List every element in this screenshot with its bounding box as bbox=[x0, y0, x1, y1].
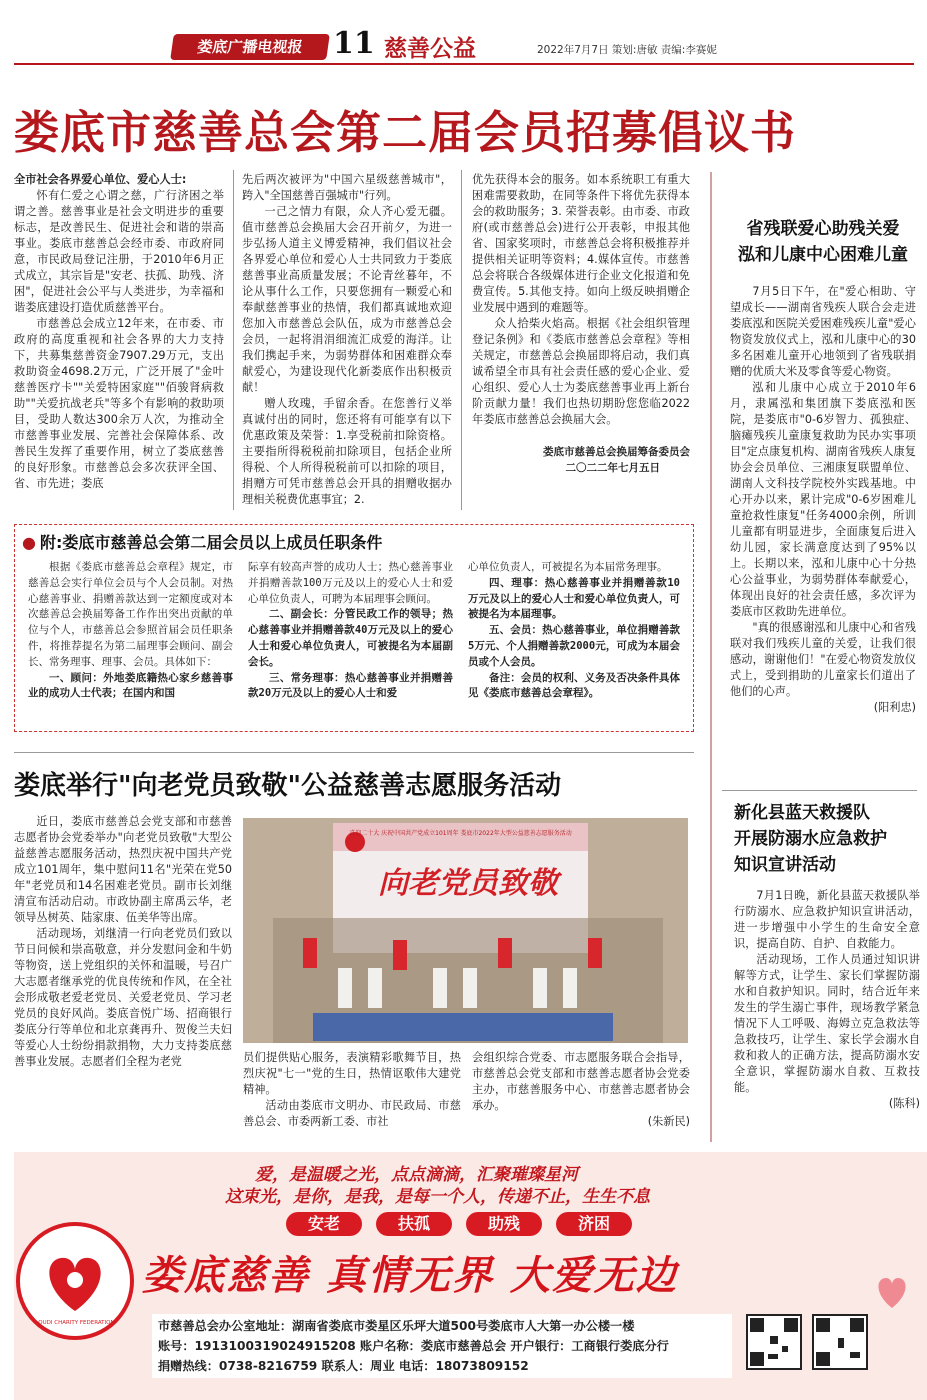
paragraph: 活动现场，工作人员通过知识讲解等方式，让学生、家长们掌握防溺水和自救护知识。同时，结合近年来发生的学生溺亡事件，现场教学紧急情况下人工呼吸、海姆立克急救法等急救技巧，让学生、家长学会溺水自救和救人的正确方法，提高防溺水安全意识，掌握防溺水自救、互救技能。 bbox=[734, 953, 920, 1094]
appendix-title bbox=[22, 530, 382, 553]
byline: (阳利忠) bbox=[873, 701, 916, 714]
qr-code-icon bbox=[812, 1314, 868, 1370]
sidebar-story-1 bbox=[730, 216, 916, 716]
appendix-col-1 bbox=[28, 560, 233, 702]
sidebar-story-2 bbox=[734, 800, 920, 1112]
story2-headline: 娄底举行"向老党员致敬"公益慈善志愿服务活动 bbox=[14, 771, 562, 801]
paragraph: 活动现场，刘继清一行向老党员们致以节日问候和崇高敬意，并分发慰问金和牛奶等物资，送上党组织的关怀和温暖，号召广大志愿者继承党的优良传统和作风，在全社会形成敬老爱老党员、关爱老党员、学习老党员的良好风尚。娄底音悦广场、招商银行娄底分行等单位和北京龚再升、贺俊兰夫妇等爱心人士纷纷捐款捐物，大力支持娄底慈善事业发展。志愿者们全程为老党 bbox=[14, 927, 232, 1068]
paragraph: 一己之情力有限，众人齐心爱无疆。值市慈善总会换届大会召开前夕，为进一步弘扬人道主义博爱精神，我们倡议社会各界爱心单位和爱心人士共同致力于娄底慈善事业高质量发展；不论青丝暮年，不论从事什么工作，只要您拥有一颗爱心和奉献慈善事业的热情，我们都真诚地欢迎您加入市慈善总会队伍，成为市慈善总会会员，一起将涓涓细流汇成爱的海洋。让我们携起手来，为弱势群体和困难群众奉献爱心，为建设现代化新娄底作出积极贡献！ bbox=[242, 205, 452, 394]
issue-meta: 2022年7月7日 策划:唐敏 责编:李赛妮 bbox=[537, 44, 717, 56]
story2-col-1 bbox=[14, 814, 232, 1070]
main-col-2 bbox=[242, 172, 452, 508]
column-divider bbox=[233, 170, 234, 510]
event-photo bbox=[243, 818, 688, 1043]
appendix-text: 一、顾问：外地娄底籍热心家乡慈善事业的成功人士代表；在国内和国 bbox=[28, 671, 233, 700]
ad-line-2: 这束光，是你，是我，是每一个人，传递不止，生生不息 bbox=[225, 1187, 650, 1207]
section-divider bbox=[722, 790, 917, 791]
appendix-text: 际享有较高声誉的成功人士；热心慈善事业并捐赠善款100万元及以上的爱心人士和爱心单位负责人，可聘为本届理事会顾问。 bbox=[248, 561, 453, 605]
story2-col-3 bbox=[472, 1050, 690, 1130]
sidebar-story1-title: 泓和儿康中心困难儿童 bbox=[738, 245, 908, 265]
paragraph: 市慈善总会成立12年来，在市委、市政府的高度重视和社会各界的大力支持下，共募集慈善资金7907.29万元，支出救助资金4698.2万元，广泛开展了"金叶慈善医疗卡""关爱特困家庭""佰骏肾病救助""关爱抗战老兵"等多个有影响的救助项目，受助人数达300余万人次，为推动全市慈善事业发展、完善社会保障体系、改善民生发挥了重要作用，树立了娄底慈善的良好形象。市慈善总会多次获评全国、省、市先进；娄底 bbox=[14, 317, 224, 490]
heart-decor-icon bbox=[872, 1274, 912, 1310]
donation-hotline: 捐赠热线：0738-8216759 联系人：周业 电话：18073809152 bbox=[158, 1359, 529, 1373]
appendix-text: 五、会员：热心慈善事业，单位捐赠善款5万元、个人捐赠善款2000元，可成为本届会员或个人会员。 bbox=[468, 624, 680, 668]
story2-col-2 bbox=[243, 1050, 461, 1130]
main-col-3 bbox=[472, 172, 690, 476]
ad-pill: 助残 bbox=[466, 1212, 542, 1236]
photo-banner: 喜迎二十大 庆祝中国共产党成立101周年 娄底市2022年大型公益慈善志愿服务活动 bbox=[349, 830, 572, 837]
paragraph: 员们提供贴心服务，表演精彩歌舞节目，热烈庆祝"七一"党的生日，热情讴歌伟大建党精神。 bbox=[243, 1051, 461, 1096]
paragraph: 众人拾柴火焰高。根据《社会组织管理登记条例》和《娄底市慈善总会章程》等相关规定，市慈善总会换届即将启动，我们真诚希望全市具有社会责任感的爱心企业、爱心组织、爱心人士为娄底慈善事业再上新台阶贡献力量！我们也热切期盼您您临2022年娄底市慈善总会换届大会。 bbox=[472, 317, 690, 426]
paragraph: 7月5日下午，在"爱心相助、守望成长——湖南省残疾人联合会走进娄底泓和医院关爱困难残疾儿童"爱心物资发放仪式上，泓和儿康中心的30多名困难儿童开心地领到了省残联捐赠的优质大米及零食等爱心物资。 bbox=[730, 285, 916, 378]
logo-text: 娄底广播电视报 bbox=[196, 38, 304, 56]
newspaper-logo bbox=[170, 34, 330, 60]
appendix-col-3 bbox=[468, 560, 680, 702]
paragraph: 7月1日晚，新化县蓝天救援队举行防溺水、应急救护知识宣讲活动，进一步增强中小学生的生命安全意识，提高自防、自护、自救能力。 bbox=[734, 889, 920, 950]
pin-icon: ● bbox=[22, 533, 36, 552]
bank-account: 账号：1913100319024915208 账户名称：娄底市慈善总会 开户银行：工商银行娄底分行 bbox=[158, 1339, 669, 1353]
appendix-text: 二、副会长：分管民政工作的领导；热心慈善事业并捐赠善款40万元及以上的爱心人士和爱心单位负责人，可被提名为本届副会长。 bbox=[248, 608, 453, 668]
appendix-note: 备注：会员的权利、义务及否决条件具体见《娄底市慈善总会章程》。 bbox=[468, 671, 680, 700]
appendix-text: 三、常务理事：热心慈善事业并捐赠善款20万元及以上的爱心人士和爱 bbox=[248, 671, 453, 700]
signature-date: 二〇二二年七月五日 bbox=[565, 462, 660, 474]
appendix-text: 心单位负责人，可被提名为本届常务理事。 bbox=[468, 561, 668, 573]
ad-pill: 扶孤 bbox=[376, 1212, 452, 1236]
charity-emblem bbox=[16, 1222, 134, 1340]
section-divider bbox=[14, 752, 694, 753]
paragraph: 近日，娄底市慈善总会党支部和市慈善志愿者协会党委举办"向老党员致敬"大型公益慈善志愿服务活动，热烈庆祝中国共产党成立101周年，集中慰问11名"光荣在党50年"老党员和14名困难老党员。副市长刘继清宣布活动启动。市政协副主席禹云华，老领导丛树英、陆家康、伍美华等出席。 bbox=[14, 815, 232, 924]
header-rule bbox=[14, 63, 914, 65]
office-address: 市慈善总会办公室地址：湖南省娄底市娄星区乐坪大道500号娄底市人大第一办公楼一楼 bbox=[158, 1319, 635, 1333]
paragraph: 活动由娄底市文明办、市民政局、市慈善总会、市委两新工委、市社 bbox=[243, 1099, 461, 1128]
emblem-text: LOUDI CHARITY FEDERATION bbox=[35, 1320, 115, 1326]
sidebar-story2-title: 开展防溺水应急救护 bbox=[734, 829, 887, 849]
paragraph: 会组织综合党委、市志愿服务联合会指导，市慈善总会党支部和市慈善志愿者协会党委主办，市慈善服务中心、市慈善志愿者协会承办。 bbox=[472, 1051, 690, 1112]
column-divider bbox=[461, 170, 462, 510]
appendix-title-text: 附:娄底市慈善总会第二届会员以上成员任职条件 bbox=[39, 533, 383, 552]
photo-caption: 向老党员致敬 bbox=[378, 866, 558, 901]
salutation: 全市社会各界爱心单位、爱心人士: bbox=[14, 173, 187, 186]
paragraph: 优先获得本会的服务。如本系统职工有重大困难需要救助，在同等条件下将优先获得本会的救助服务；3. 荣誉表彰。由市委、市政府(或市慈善总会)进行公开表彰，申报其他省、国家奖项时，市慈善总会将积极推荐并提供相关证明等资料；4.媒体宣传。市慈善总会将联合各级媒体进行企业文化报道和免费宣传。5.其他支持。如向上级反映捐赠企业发展中遇到的难题等。 bbox=[472, 173, 690, 314]
ad-line-1: 爱，是温暖之光，点点滴滴，汇聚璀璨星河 bbox=[255, 1165, 578, 1185]
appendix-text: 根据《娄底市慈善总会章程》规定，市慈善总会实行单位会员与个人会员制。对热心慈善事业、捐赠善款达到一定额度或对本次慈善总会换届筹备工作作出突出贡献的单位与个人，市慈善总会参照首届会员任职条件，将推荐提名为第二届理事会顾问、副会长、常务理事、理事、会员。具体如下： bbox=[28, 561, 233, 668]
paragraph: "真的很感谢泓和儿康中心和省残联对我们残疾儿童的关爱，让我们很感动，谢谢他们！"在爱心物资发放仪式上，受到捐助的儿童家长们道出了他们的心声。 bbox=[730, 621, 916, 698]
ad-contact-info bbox=[152, 1314, 732, 1378]
signature: 娄底市慈善总会换届筹备委员会 bbox=[543, 446, 690, 458]
main-headline: 娄底市慈善总会第二届会员招募倡议书 bbox=[14, 106, 797, 159]
section-title: 慈善公益 bbox=[384, 35, 476, 62]
byline: (陈科) bbox=[888, 1097, 920, 1110]
paragraph: 泓和儿康中心成立于2010年6月，隶属泓和集团旗下娄底泓和医院，是娄底市"0-6岁智力、孤独症、脑瘫残疾儿童康复救助为民办实事项目"定点康复机构、湖南省残疾人康复协会会员单位、三湘康复联盟单位、湖南人文科技学院校外实践基地。中心开办以来，累计完成"0-6岁困难儿童抢救性康复"任务4000余例，所训儿童都有明显进步，全面康复后进入幼儿园，家长满意度达到了95%以上。长期以来，泓和儿康中心十分热心公益事业，为弱势群体奉献爱心，体现出良好的社会责任感，多次评为娄底市区救助先进单位。 bbox=[730, 381, 916, 618]
appendix-col-2 bbox=[248, 560, 453, 702]
byline: (朱新民) bbox=[647, 1115, 690, 1128]
paragraph: 先后两次被评为"中国六星级慈善城市"，跨入"全国慈善百强城市"行列。 bbox=[242, 173, 452, 202]
paragraph: 赠人玫瑰，手留余香。在您善行义举真诚付出的同时，您还将有可能享有以下优惠政策及荣誉：1.享受税前扣除资格。主要指所得税税前扣除项目，包括企业所得税、个人所得税税前可以扣除的项目，捐赠方可凭市慈善总会开具的捐赠收据办理相关税费优惠事宜；2. bbox=[242, 397, 452, 506]
main-col-1 bbox=[14, 172, 224, 492]
ad-pill: 济困 bbox=[556, 1212, 632, 1236]
appendix-text: 四、理事：热心慈善事业并捐赠善款10万元及以上的爱心人士和爱心单位负责人，可被提名为本届理事。 bbox=[468, 576, 680, 621]
sidebar-story1-title: 省残联爱心助残关爱 bbox=[746, 219, 900, 239]
ad-pill: 安老 bbox=[286, 1212, 362, 1236]
sidebar-story2-title: 新化县蓝天救援队 bbox=[734, 803, 870, 823]
sidebar-story2-title: 知识宣讲活动 bbox=[734, 855, 836, 875]
page-number: 11 bbox=[333, 26, 375, 61]
paragraph: 怀有仁爱之心谓之慈，广行济困之举谓之善。慈善事业是社会文明进步的重要标志，是改善民生、促进社会和谐的崇高事业。娄底市慈善总会经市委、市政府同意，市民政局登记注册，于2010年6月正式成立，其宗旨是"安老、扶孤、助残、济困"，促进社会公平与人类进步，为幸福和谐娄底建设打造优质慈善平台。 bbox=[14, 189, 224, 314]
qr-code-icon bbox=[746, 1314, 802, 1370]
sidebar-divider bbox=[710, 172, 712, 1142]
ad-slogan: 娄底慈善 真情无界 大爱无边 bbox=[142, 1252, 678, 1299]
